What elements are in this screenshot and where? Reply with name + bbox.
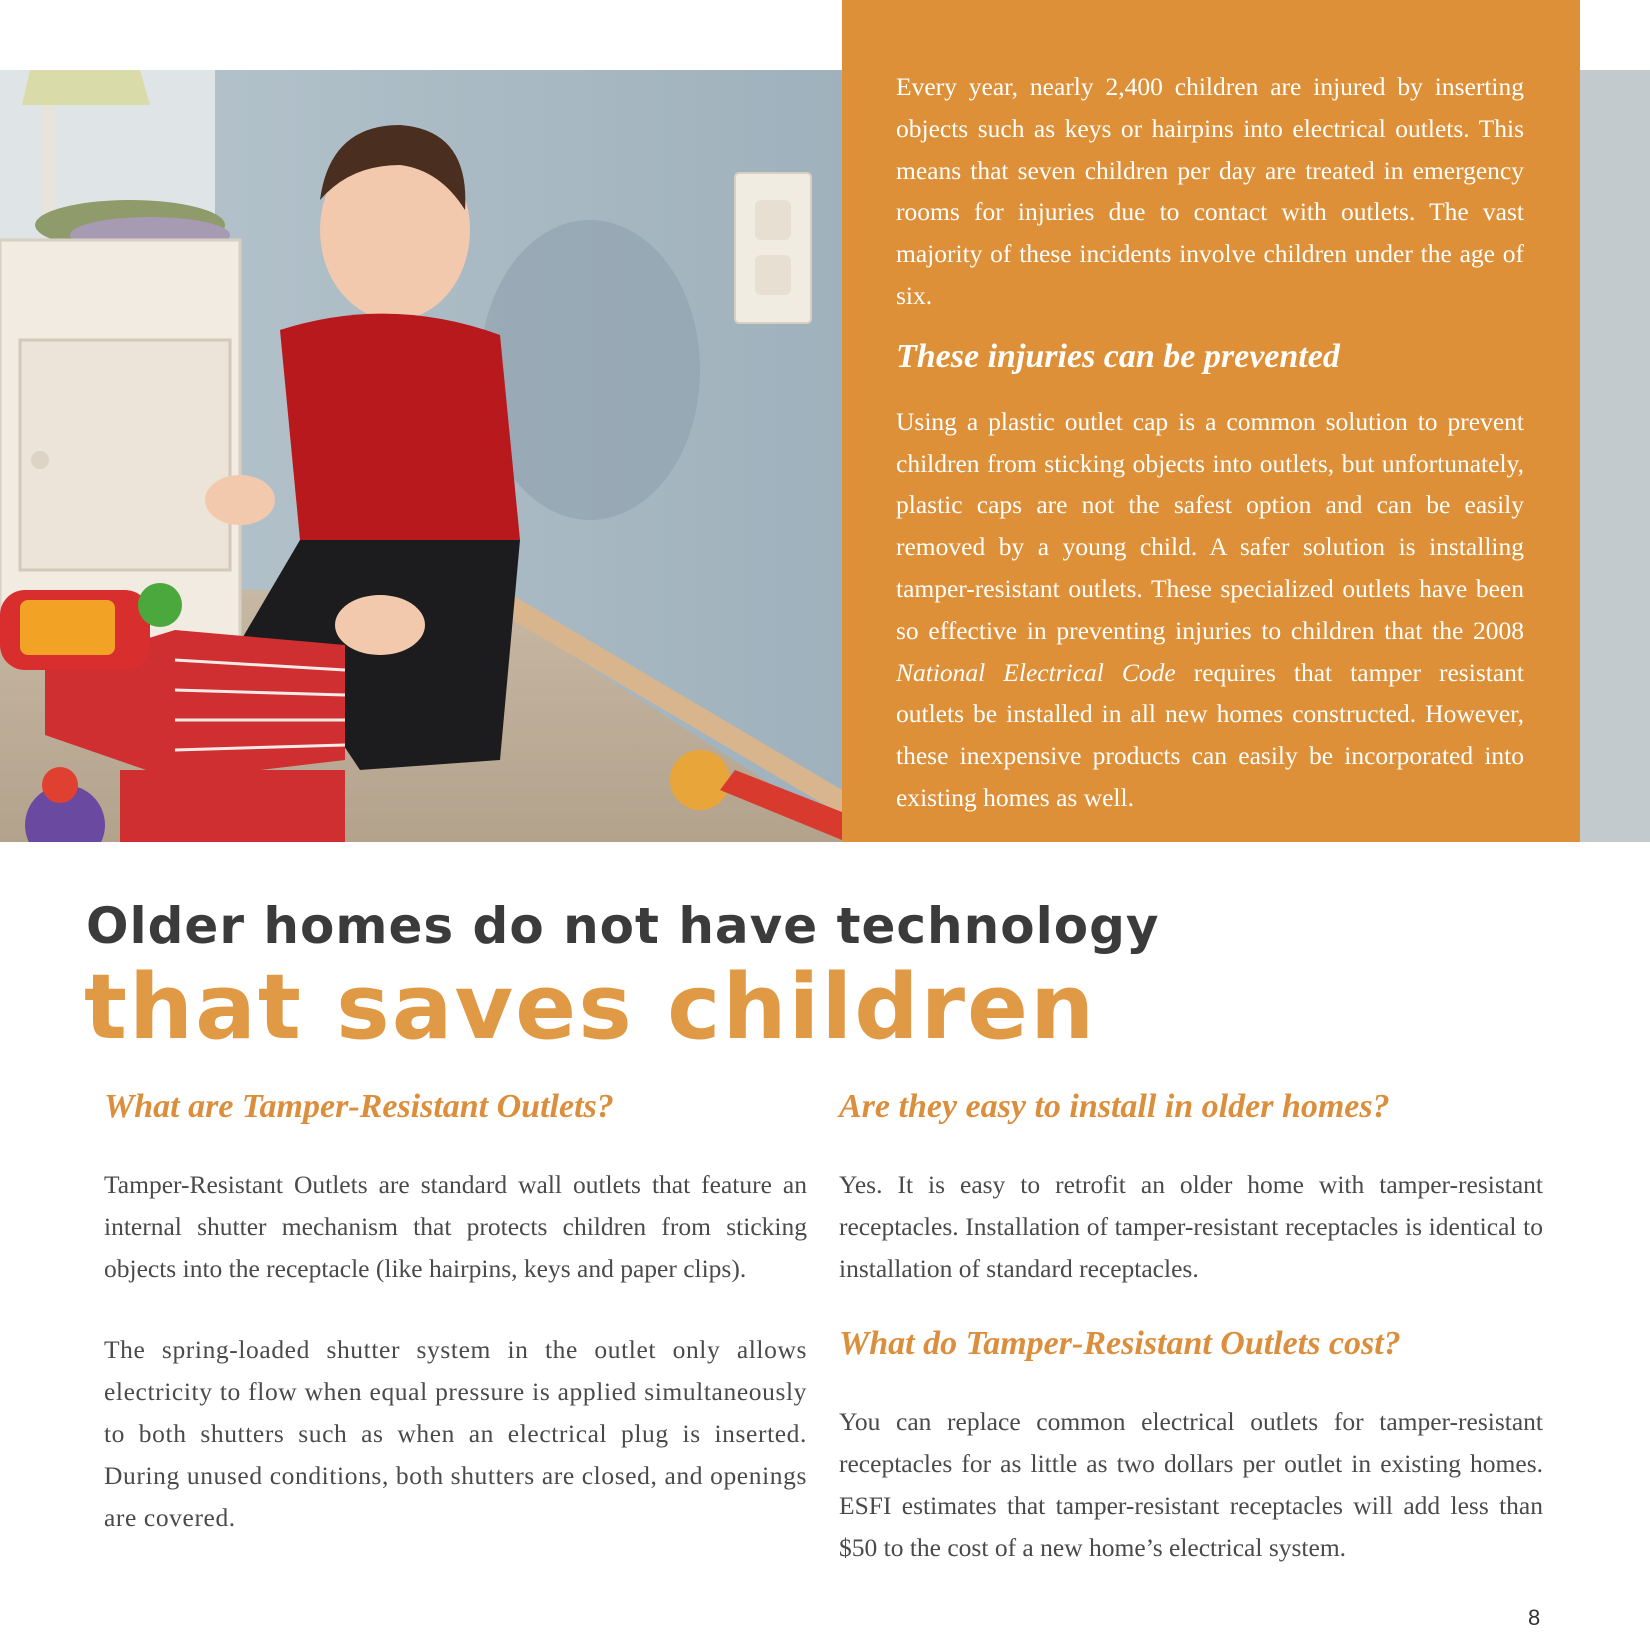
hero-photo: [0, 70, 842, 842]
info-panel: [842, 0, 1580, 842]
left-paragraph-1: Tamper-Resistant Outlets are standard wall outlets that feature an internal shutter mechanism that protects children from sticking objects into the receptacle (like hairpins, keys and paper clips).: [104, 1170, 807, 1283]
panel-body-after: requires that tamper resistant outlets be installed in all new homes constructed. However, these inexpensive products can easily be incorporated into existing homes as well.: [896, 657, 1524, 812]
right-paragraph-1: Yes. It is easy to retrofit an older home with tamper-resistant receptacles. Installation of tamper-resistant receptacles is identical to installation of standard receptacles.: [839, 1170, 1543, 1283]
left-column: [104, 1080, 807, 1538]
right-heading-2: What do Tamper-Resistant Outlets cost?: [839, 1325, 1401, 1363]
right-column: [839, 1080, 1543, 1569]
page-number: 8: [1528, 1605, 1541, 1630]
panel-body-italic: National Electrical Code: [896, 657, 1176, 687]
left-paragraph-2: The spring-loaded shutter system in the outlet only allows electricity to flow when equal pressure is applied simultaneously to both shutters such as when an electrical plug is inserted. During unused conditions, both shutters are closed, and openings are covered.: [104, 1335, 807, 1532]
gray-side-strip: [1580, 70, 1650, 842]
panel-intro: Every year, nearly 2,400 children are injured by inserting objects such as keys or hairpins into electrical outlets. This means that seven children per day are treated in emergency rooms for injuries due to contact with outlets. The vast majority of these incidents involve children under the age of six.: [896, 72, 1524, 310]
panel-subheading: These injuries can be prevented: [896, 337, 1340, 375]
child-playing-photo: [0, 70, 842, 842]
panel-body-before: Using a plastic outlet cap is a common solution to prevent children from sticking objects into outlets, but unfortunately, plastic caps are not the safest option and can be easily removed by a young child. A safer solution is installing tamper-resistant outlets. These specialized outlets have been so effective in preventing injuries to children that the 2008: [896, 406, 1524, 645]
headline-line-1: Older homes do not have technology: [86, 897, 1160, 955]
right-heading-1: Are they easy to install in older homes?: [839, 1088, 1390, 1125]
left-heading: What are Tamper-Resistant Outlets?: [104, 1088, 614, 1125]
right-paragraph-2: You can replace common electrical outlets for tamper-resistant receptacles for as little as two dollars per outlet in existing homes. ESFI estimates that tamper-resistant receptacles will add less than $50 to the cost of a new home’s electrical system.: [839, 1407, 1543, 1562]
headline-line-2: that saves children: [84, 955, 1097, 1060]
panel-body: [896, 401, 1524, 819]
